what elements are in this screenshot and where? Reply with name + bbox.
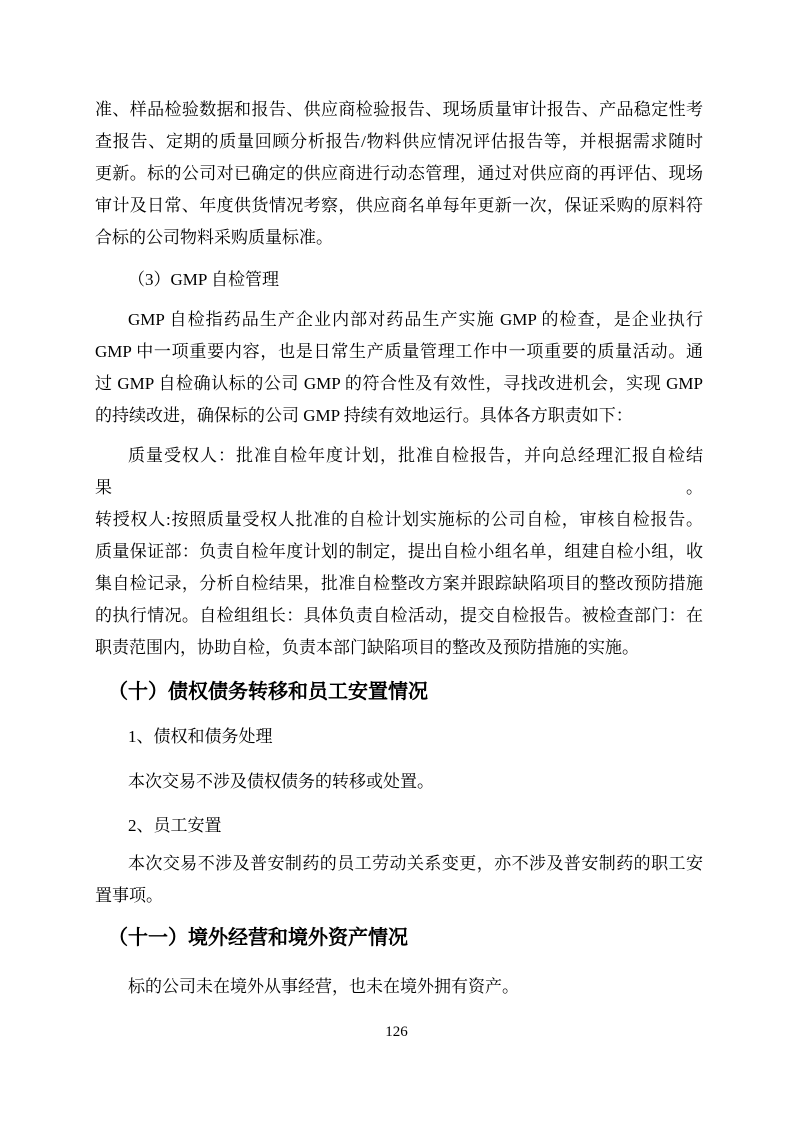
text-line: 职责范围内，协助自检，负责本部门缺陷项目的整改及预防措施的实施。 <box>95 638 639 657</box>
paragraph-overseas-statement <box>95 971 703 1003</box>
list-item-text: 2、员工安置 <box>128 816 222 835</box>
text-line: 转授权人:按照质量受权人批准的自检计划实施标的公司自检，审核自检报告。 <box>95 510 703 529</box>
paragraph-inspection-duties <box>95 440 703 664</box>
text-line: 合标的公司物料采购质量标准。 <box>95 228 333 247</box>
paragraph-supplier-quality <box>95 94 703 254</box>
text-line: 审计及日常、年度供货情况考察，供应商名单每年更新一次，保证采购的原料符 <box>95 196 703 215</box>
text-line: 置事项。 <box>95 886 163 905</box>
text-line: 集自检记录，分析自检结果，批准自检整改方案并跟踪缺陷项目的整改预防措施 <box>95 574 703 593</box>
paragraph-employee-statement <box>95 848 703 912</box>
list-item-text: 1、债权和债务处理 <box>128 727 273 746</box>
list-item-debt-title <box>95 721 703 753</box>
text-line: 标的公司未在境外从事经营，也未在境外拥有资产。 <box>128 977 519 996</box>
section-heading-10: （十）债权债务转移和员工安置情况 <box>108 681 428 703</box>
text-line: 本次交易不涉及债权债务的转移或处置。 <box>128 772 434 791</box>
text-line: 查报告、定期的质量回顾分析报告/物料供应情况评估报告等，并根据需求随时 <box>95 132 703 151</box>
subheading-gmp-self-inspection <box>95 264 703 296</box>
text-line: 质量受权人：批准自检年度计划，批准自检报告，并向总经理汇报自检结果。 <box>95 446 703 497</box>
subheading-text: （3）GMP 自检管理 <box>128 270 279 289</box>
text-line: 准、样品检验数据和报告、供应商检验报告、现场质量审计报告、产品稳定性考 <box>95 100 703 119</box>
text-line: GMP 中一项重要内容，也是日常生产质量管理工作中一项重要的质量活动。通 <box>95 342 703 361</box>
page-content <box>95 94 703 1003</box>
text-line: 本次交易不涉及普安制药的员工劳动关系变更，亦不涉及普安制药的职工安 <box>128 854 703 873</box>
text-line: 更新。标的公司对已确定的供应商进行动态管理，通过对供应商的再评估、现场 <box>95 164 703 183</box>
text-line: 质量保证部：负责自检年度计划的制定，提出自检小组名单，组建自检小组，收 <box>95 542 703 561</box>
text-line: 的执行情况。自检组组长：具体负责自检活动，提交自检报告。被检查部门：在 <box>95 606 703 625</box>
text-line: 过 GMP 自检确认标的公司 GMP 的符合性及有效性，寻找改进机会，实现 GMP <box>95 374 703 393</box>
paragraph-gmp-definition <box>95 304 703 432</box>
section-heading-11: （十一）境外经营和境外资产情况 <box>108 927 408 949</box>
paragraph-debt-statement <box>95 766 703 798</box>
text-line: GMP 自检指药品生产企业内部对药品生产实施 GMP 的检查，是企业执行 <box>128 310 703 329</box>
text-line: 的持续改进，确保标的公司 GMP 持续有效地运行。具体各方职责如下： <box>95 406 633 425</box>
page-number: 126 <box>385 1024 408 1040</box>
list-item-employee-title <box>95 810 703 842</box>
